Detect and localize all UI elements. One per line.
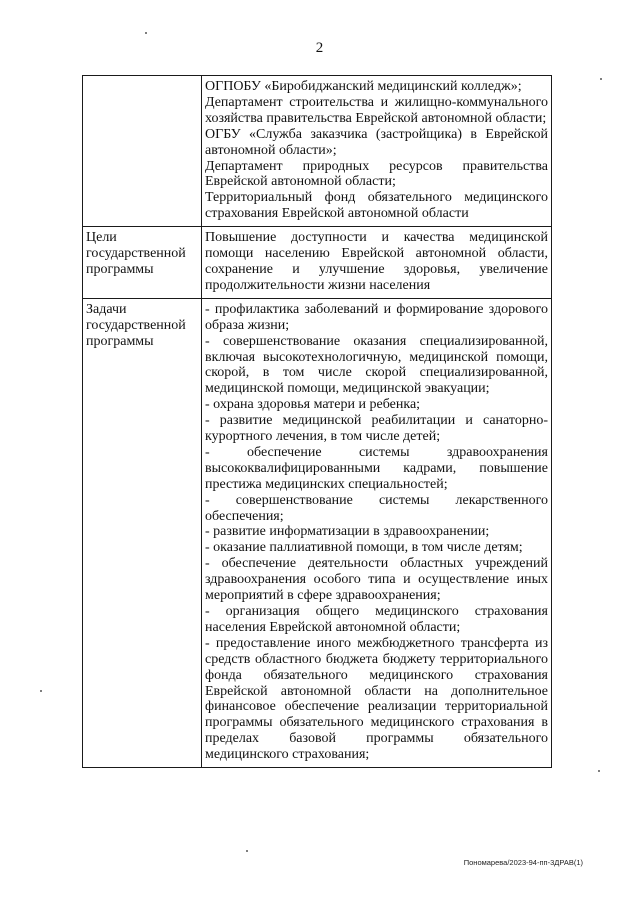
- scan-speck: [600, 78, 602, 80]
- row-value-line: - обеспечение деятельности областных учреждений здравоохранения особого типа и осуществление иных мероприятий в сфере здравоохранения;: [205, 556, 548, 604]
- row-value-line: ОГПОБУ «Биробиджанский медицинский колледж»;: [205, 79, 522, 94]
- row-label: Цели государственной программы: [83, 227, 202, 299]
- row-value-line: - совершенствование оказания специализированной, включая высокотехнологичную, медицинской помощи, скорой, в том числе скорой специализированной, медицинской помощи, медицинской эвакуации;: [205, 333, 548, 397]
- row-value-line: - охрана здоровья матери и ребенка;: [205, 397, 421, 413]
- row-value: [202, 298, 552, 767]
- table-row: [83, 227, 552, 299]
- page-number: 2: [315, 40, 324, 56]
- row-value-line: ОГБУ «Служба заказчика (застройщика) в Еврейской автономной области»;: [205, 126, 548, 158]
- document-footer-code: Пономарева/2023-94-пп-3ДРАВ(1): [463, 858, 583, 867]
- scan-speck: [598, 770, 600, 772]
- row-value-line: - развитие информатизации в здравоохранении;: [205, 524, 490, 540]
- table-row: [83, 76, 552, 227]
- row-value-line: Департамент природных ресурсов правительства Еврейской автономной области;: [205, 158, 548, 190]
- row-value-line: Территориальный фонд обязательного медицинского страхования Еврейской автономной области: [205, 190, 548, 222]
- row-value: [202, 76, 552, 227]
- row-value: [202, 227, 552, 299]
- row-value-line: - обеспечение системы здравоохранения высококвалифицированными кадрами, повышение престижа медицинских специальностей;: [205, 444, 548, 492]
- scan-speck: [40, 690, 42, 692]
- row-value-line: - совершенствование системы лекарственного обеспечения;: [205, 492, 548, 524]
- table-row: [83, 298, 552, 767]
- row-value-line: - профилактика заболеваний и формирование здорового образа жизни;: [205, 301, 548, 333]
- row-value-line: - предоставление иного межбюджетного трансферта из средств областного бюджета бюджету территориального фонда обязательного медицинского страхования Еврейской автономной области на дополнительное финансовое обеспечение реализации территориальной программы обязательного медицинского страхования в пределах базовой программы обязательного медицинского страхования;: [205, 635, 548, 763]
- row-label: [83, 76, 202, 227]
- row-label: Задачи государственной программы: [83, 298, 202, 767]
- row-value-line: - организация общего медицинского страхования населения Еврейской автономной области;: [205, 604, 548, 635]
- row-value-line: - оказание паллиативной помощи, в том числе детям;: [205, 540, 523, 556]
- row-value-line: Департамент строительства и жилищно-коммунального хозяйства правительства Еврейской автономной области;: [205, 94, 548, 126]
- scan-speck: [246, 850, 248, 852]
- scan-speck: [145, 32, 147, 34]
- row-value-line: Повышение доступности и качества медицинской помощи населению Еврейской автономной области, сохранение и улучшение здоровья, увеличение продолжительности жизни населения: [205, 230, 548, 293]
- program-passport-table: [82, 75, 552, 768]
- row-value-line: - развитие медицинской реабилитации и санаторно-курортного лечения, в том числе детей;: [205, 413, 548, 445]
